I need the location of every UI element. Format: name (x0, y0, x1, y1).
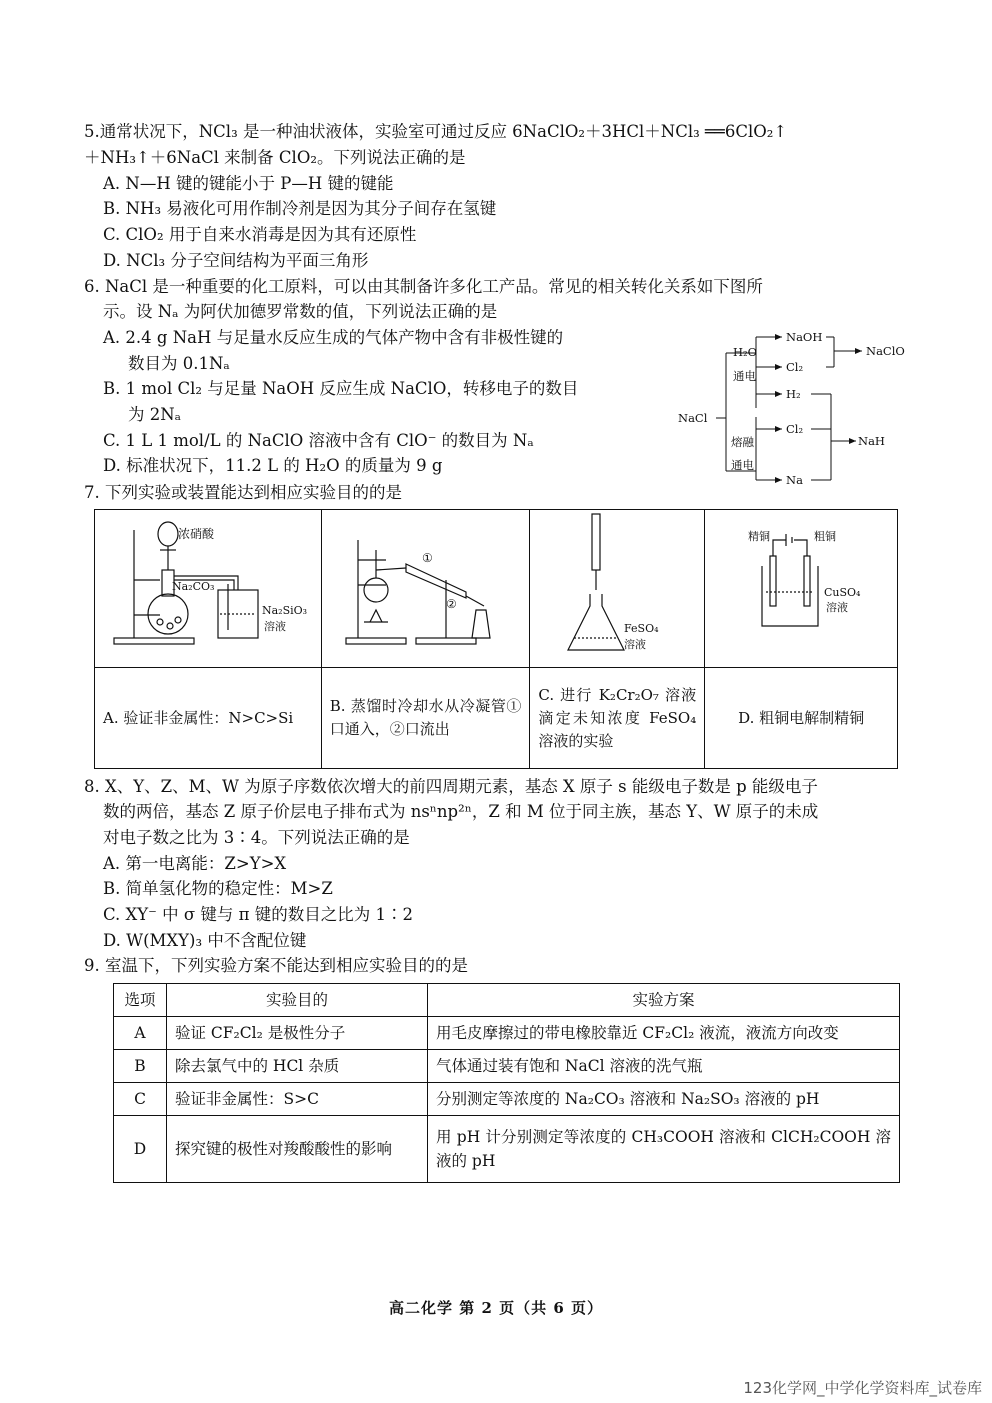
header-purpose: 实验目的 (167, 984, 428, 1017)
fig-d-solution-label: 溶液 (826, 601, 849, 614)
q7-figure-c (530, 510, 705, 668)
row-a-option: A (114, 1017, 167, 1050)
q6-stem-line-2: 示。设 Nₐ 为阿伏加德罗常数的值，下列说法正确的是 (103, 302, 498, 321)
row-a-purpose: 验证 CF₂Cl₂ 是极性分子 (167, 1017, 428, 1050)
q7-figure-b (321, 510, 530, 668)
diagram-electrolysis-label-2: 通电 (731, 458, 754, 472)
q9-stem: 9. 室温下，下列实验方案不能达到相应实验目的的是 (84, 956, 468, 975)
q5-option-a: A. N—H 键的键能小于 P—H 键的键能 (103, 174, 394, 193)
diagram-molten-label: 熔融 (731, 435, 754, 449)
q7-option-b: B. 蒸馏时冷却水从冷凝管①口通入，②口流出 (321, 668, 530, 769)
diagram-h2-label: H₂ (786, 387, 801, 401)
row-c-purpose: 验证非金属性：S>C (167, 1083, 428, 1116)
table-row (114, 1017, 900, 1050)
fig-a-solution-label: 溶液 (263, 620, 286, 633)
q5-stem-line-2: ＋NH₃↑＋6NaCl 来制备 ClO₂。下列说法正确的是 (84, 148, 466, 167)
row-b-option: B (114, 1050, 167, 1083)
header-option: 选项 (114, 984, 167, 1017)
sodium-carbonate-label: Na₂CO₃ (171, 580, 215, 593)
sodium-silicate-label: Na₂SiO₃ (261, 604, 307, 617)
condenser-port-1-label: ① (421, 551, 433, 565)
q6-option-c: C. 1 L 1 mol/L 的 NaClO 溶液中含有 ClO⁻ 的数目为 Nₐ (103, 431, 534, 450)
q8-option-d: D. W(MXY)₃ 中不含配位键 (103, 931, 307, 950)
q9-experiment-table (113, 983, 900, 1183)
nitric-acid-carbonate-silicate-apparatus (98, 510, 318, 660)
table-row (114, 1116, 900, 1183)
page-footer: 高二化学 第 2 页（共 6 页） (389, 1299, 603, 1317)
crude-copper-label: 粗铜 (814, 530, 837, 543)
q8-option-c: C. XY⁻ 中 σ 键与 π 键的数目之比为 1∶2 (103, 905, 413, 924)
row-b-plan: 气体通过装有饱和 NaCl 溶液的洗气瓶 (428, 1050, 900, 1083)
table-header-row (114, 984, 900, 1017)
row-d-purpose: 探究键的极性对羧酸酸性的影响 (167, 1116, 428, 1183)
table-row (114, 1050, 900, 1083)
watermark: 123化学网_中学化学资料库_试卷库 (743, 1379, 982, 1397)
q5-stem-line-1: 5.通常状况下，NCl₃ 是一种油状液体，实验室可通过反应 6NaClO₂＋3HCl＋NCl₃ ══6ClO₂↑ (84, 122, 788, 141)
q6-option-d: D. 标准状况下，11.2 L 的 H₂O 的质量为 9 g (103, 456, 443, 475)
q7-apparatus-table (94, 509, 898, 769)
titration-apparatus (532, 510, 702, 660)
copper-electrolysis-apparatus (708, 510, 894, 660)
diagram-nah-label: NaH (858, 434, 885, 448)
q6-option-a-line-1: A. 2.4 g NaH 与足量水反应生成的气体产物中含有非极性键的 (103, 328, 564, 347)
diagram-nacl-label: NaCl (678, 411, 708, 425)
pure-copper-label: 精铜 (748, 530, 771, 543)
q5-option-c: C. ClO₂ 用于自来水消毒是因为其有还原性 (103, 225, 417, 244)
row-c-option: C (114, 1083, 167, 1116)
ferrous-sulfate-label: FeSO₄ (624, 622, 659, 635)
q6-conversion-diagram (676, 325, 916, 490)
q7-option-c: C. 进行 K₂Cr₂O₇ 溶液滴定未知浓度 FeSO₄ 溶液的实验 (530, 668, 705, 769)
q5-option-b: B. NH₃ 易液化可用作制冷剂是因为其分子间存在氢键 (103, 199, 497, 218)
diagram-electrolysis-label-1: 通电 (733, 369, 756, 383)
q6-option-b-line-2: 为 2Nₐ (128, 405, 182, 424)
q7-figure-d (705, 510, 898, 668)
header-plan: 实验方案 (428, 984, 900, 1017)
row-d-option: D (114, 1116, 167, 1183)
row-a-plan: 用毛皮摩擦过的带电橡胶靠近 CF₂Cl₂ 液流，液流方向改变 (428, 1017, 900, 1050)
concentrated-nitric-acid-label: 浓硝酸 (177, 527, 214, 541)
diagram-cl2-top-label: Cl₂ (786, 360, 804, 374)
fig-c-solution-label: 溶液 (624, 638, 647, 651)
diagram-naclo-label: NaClO (866, 344, 905, 358)
row-d-plan: 用 pH 计分别测定等浓度的 CH₃COOH 溶液和 ClCH₂COOH 溶液的 pH (428, 1116, 900, 1183)
q7-figure-a (95, 510, 322, 668)
q7-stem: 7. 下列实验或装置能达到相应实验目的的是 (84, 483, 402, 502)
condenser-port-2-label: ② (445, 597, 457, 611)
row-c-plan: 分别测定等浓度的 Na₂CO₃ 溶液和 Na₂SO₃ 溶液的 pH (428, 1083, 900, 1116)
q6-option-b-line-1: B. 1 mol Cl₂ 与足量 NaOH 反应生成 NaClO，转移电子的数目 (103, 379, 579, 398)
diagram-na-label: Na (786, 473, 803, 487)
q7-option-a: A. 验证非金属性：N>C>Si (95, 668, 322, 769)
q5-option-d: D. NCl₃ 分子空间结构为平面三角形 (103, 251, 369, 270)
q6-option-a-line-2: 数目为 0.1Nₐ (128, 354, 230, 373)
distillation-apparatus (326, 510, 526, 660)
diagram-cl2-bottom-label: Cl₂ (786, 422, 804, 436)
q6-stem-line-1: 6. NaCl 是一种重要的化工原料，可以由其制备许多化工产品。常见的相关转化关系如下图所 (84, 277, 763, 296)
q8-option-a: A. 第一电离能：Z>Y>X (103, 854, 287, 873)
q8-option-b: B. 简单氢化物的稳定性：M>Z (103, 879, 333, 898)
diagram-h2o-label: H₂O (733, 345, 758, 359)
q8-stem-line-3: 对电子数之比为 3∶4。下列说法正确的是 (103, 828, 410, 847)
row-b-purpose: 除去氯气中的 HCl 杂质 (167, 1050, 428, 1083)
q8-stem-line-2: 数的两倍，基态 Z 原子价层电子排布式为 nsⁿnp²ⁿ，Z 和 M 位于同主族，基态 Y、W 原子的未成 (103, 802, 819, 821)
q8-stem-line-1: 8. X、Y、Z、M、W 为原子序数依次增大的前四周期元素，基态 X 原子 s 能级电子数是 p 能级电子 (84, 777, 818, 796)
diagram-naoh-label: NaOH (786, 330, 823, 344)
table-row (114, 1083, 900, 1116)
copper-sulfate-label: CuSO₄ (824, 586, 861, 599)
q7-option-d: D. 粗铜电解制精铜 (705, 668, 898, 769)
